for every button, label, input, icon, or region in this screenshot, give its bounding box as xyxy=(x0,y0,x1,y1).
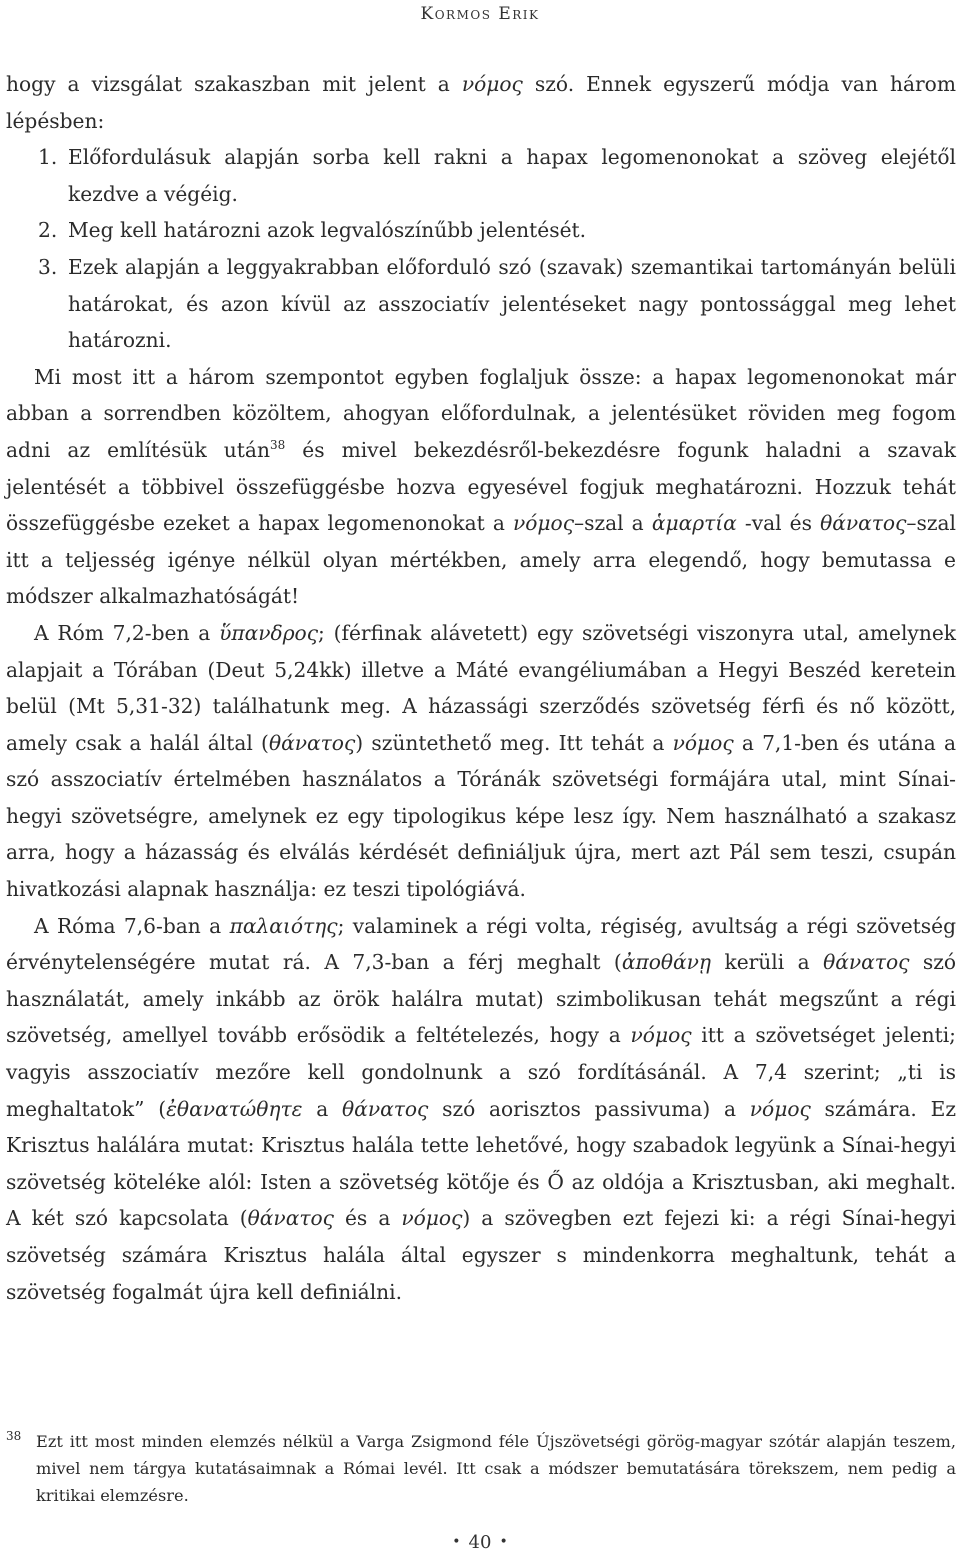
list-text: Ezek alapján a leggyakrabban előforduló szó (szavak) szemantikai tartományán belüli határokat, és azon kívül az asszociatív jelentéseket nagy pontossággal meg lehet határozni. xyxy=(68,254,956,353)
text-run: –szal itt a teljesség igénye nélkül olyan mértékben, amely arra elegendő, hogy bemutassa e módszer alkalmazhatóságát! xyxy=(6,511,956,609)
footnote-text: Ezt itt most minden elemzés nélkül a Varga Zsigmond féle Újszövetségi görög-magyar szótár alapján teszem, mivel nem tárgya kutatásaimnak a Római levél. Itt csak a módszer bemutatására törekszem, nem pedig a kritikai elemzésre. xyxy=(36,1432,956,1505)
greek-term: ἀποθάνῃ xyxy=(621,950,712,975)
text-run: ; (férfinak alávetett) egy szövetségi viszonyra utal, amelynek alapjait a Tórában (Deut 5,24kk) illetve a Máté evangéliumában a Hegyi Beszéd keretein belül (Mt 5,31-32) találhatunk meg. A házassági szerződés szövetség férfi és nő között, amely csak a halál által ( xyxy=(6,620,956,755)
greek-term: θάνατος xyxy=(268,730,356,755)
text-run: szó. Ennek egyszerű módja van három lépésben: xyxy=(6,72,956,133)
text-run: ) a szövegben ezt fejezi ki: a régi Sínai-hegyi szövetség számára Krisztus halála által egyszer s mindenkorra meghaltunk, tehát a szövetség fogalmát újra kell definiálni. xyxy=(6,1206,957,1304)
bullet-icon: • xyxy=(452,1534,461,1550)
bullet-icon: • xyxy=(499,1534,508,1550)
greek-term: ἐθανατώθητε xyxy=(166,1096,303,1121)
greek-term: ὕπανδρος xyxy=(219,620,319,645)
footnote-ref[interactable]: 38 xyxy=(269,437,286,452)
text-run: kerüli a xyxy=(711,950,824,975)
page-number xyxy=(0,1532,960,1553)
text-run: A Róm 7,2-ben a xyxy=(34,620,220,645)
list-number: 3. xyxy=(38,254,58,279)
text-run: itt a szövetséget jelenti; vagyis asszociatív mezőre kell gondolnunk a szó fordításánál. A 7,4 szerint; „ti is meghaltatok” ( xyxy=(6,1023,956,1121)
text-run: A Róma 7,6-ban a xyxy=(34,913,230,938)
text-run: Mi most itt a három szempontot egyben foglaljuk össze: a hapax legomenonokat már abban a sorrendben közöltem, ahogyan előfordulnak, a jelentésüket röviden meg fogom adni az említésük után xyxy=(6,364,956,462)
greek-term: θάνατος xyxy=(247,1206,334,1231)
greek-term: νόμος xyxy=(513,511,575,536)
text-run: és a xyxy=(333,1206,402,1231)
intro-paragraph xyxy=(6,66,956,139)
text-run: ; valaminek a régi volta, régiség, avultság a régi szövetség érvénytelenségére mutat rá. A 7,3-ban a férj meghalt ( xyxy=(6,913,957,975)
text-run: ) szüntethető meg. Itt tehát a xyxy=(355,730,673,755)
list-item xyxy=(6,139,956,212)
text-run: szó aorisztos passivuma) a xyxy=(428,1096,750,1121)
paragraph-1 xyxy=(6,359,956,615)
greek-term: νόμος xyxy=(672,730,734,755)
text-run: és mivel bekezdésről-bekezdésre fogunk haladni a szavak jelentését a többivel összefüggésbe hozva egyesével fogjuk meghatározni. Hozzuk tehát összefüggésbe ezeket a hapax legomenonokat a xyxy=(6,437,956,536)
greek-term: νόμος xyxy=(749,1096,811,1121)
paragraph-2 xyxy=(6,615,956,908)
greek-term: παλαιότης xyxy=(229,913,338,938)
greek-term: θάνατος xyxy=(823,950,910,975)
paragraph-3 xyxy=(6,908,956,1311)
text-run: számára. Ez Krisztus halálára mutat: Krisztus halála tette lehetővé, hogy szabadok legyünk a Sínai-hegyi szövetség köteléke alól: Isten a szövetség kötője és Ő az oldója a Krisztusban, aki meghalt. A két szó kapcsolata ( xyxy=(6,1096,956,1231)
list-number: 2. xyxy=(38,218,58,243)
footnote-number: 38 xyxy=(6,1429,22,1443)
greek-term: ἁμαρτία xyxy=(651,511,737,536)
list-number: 1. xyxy=(38,145,58,170)
text-run: szó használatát, amely inkább az örök halálra mutat) szimbolikusan tehát megszűnt a régi szövetség, amellyel tovább erősödik a feltételezés, hogy a xyxy=(6,950,956,1048)
greek-term: θάνατος xyxy=(342,1096,429,1121)
text-run: hogy a vizsgálat szakaszban mit jelent a xyxy=(6,72,462,96)
greek-term: νόμος xyxy=(630,1023,692,1048)
running-title: Kormos Erik xyxy=(420,4,540,24)
list-item xyxy=(6,212,956,249)
greek-term: νόμος xyxy=(461,72,523,96)
list-item xyxy=(6,249,956,359)
page-number-value: 40 xyxy=(468,1532,492,1553)
list-text: Előfordulásuk alapján sorba kell rakni a hapax legomenonokat a szöveg elejétől kezdve a végéig. xyxy=(68,145,956,206)
greek-term: θάνατος xyxy=(820,511,907,536)
text-run: -val és xyxy=(736,511,821,536)
text-run: –szal a xyxy=(574,511,652,536)
text-run: a 7,1-ben és utána a szó asszociatív értelmében használatos a Tóránák szövetségi formájára utal, mint Sínai-hegyi szövetségre, amelynek ez egy tipologikus képe lesz így. Nem használható a szakasz arra, hogy a házasság és elválás kérdését definiáljuk újra, mert azt Pál sem teszi, csupán hivatkozási alapnak használja: ez teszi tipológiává. xyxy=(6,730,957,902)
body-text xyxy=(6,66,956,1310)
list-text: Meg kell határozni azok legvalószínűbb jelentését. xyxy=(68,218,587,243)
text-run: a xyxy=(302,1096,343,1121)
greek-term: νόμος xyxy=(401,1206,463,1231)
footnote xyxy=(6,1428,956,1509)
